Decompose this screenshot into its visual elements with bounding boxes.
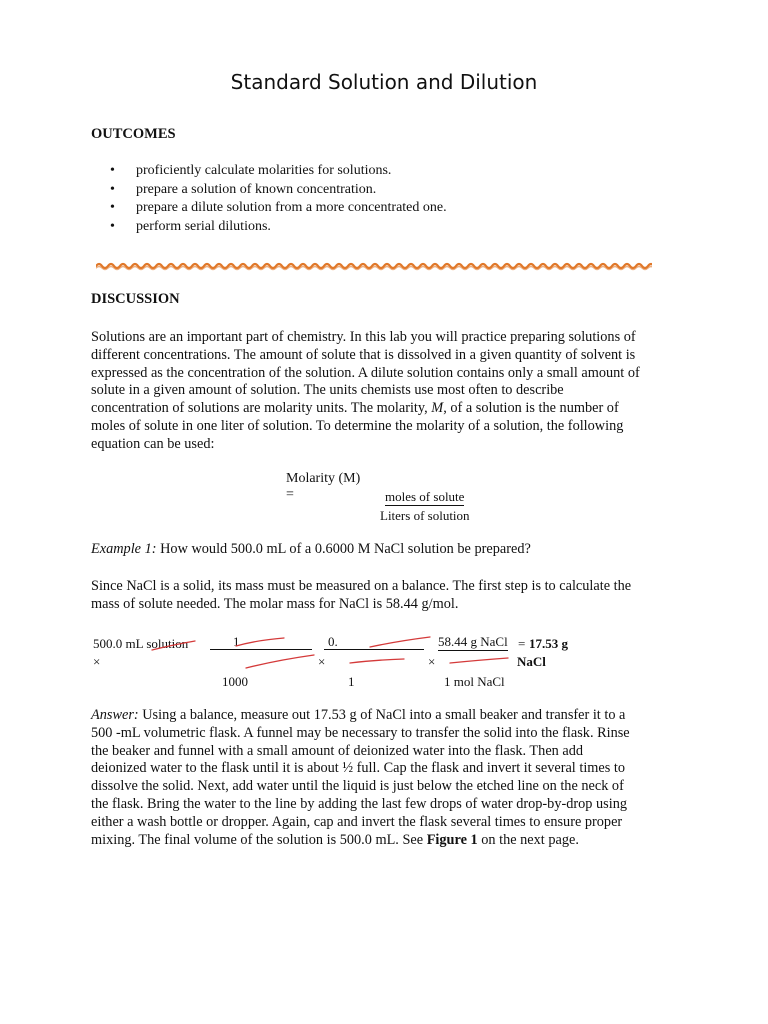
calc-den-1000: 1000 (222, 674, 248, 689)
figure-reference: Figure 1 (426, 831, 478, 848)
text-line: either a wash bottle or dropper. Again, cap and invert the flask several times to ensure proper (91, 813, 623, 830)
example-explanation (91, 578, 691, 614)
wavy-divider (96, 258, 652, 274)
text-line: Solutions are an important part of chemistry. In this lab you will practice preparing solutions of (91, 329, 636, 345)
text-line: equation can be used: (91, 435, 215, 452)
list-item (110, 218, 447, 237)
text-segment: mixing. The final volume of the solution is 500.0 mL. See (91, 831, 427, 848)
text-line: different concentrations. The amount of solute that is dissolved in a given quantity of solvent is (91, 346, 636, 363)
example-label: Example 1: (91, 541, 157, 557)
bullet-icon: • (110, 200, 115, 216)
text-segment: Using a balance, measure out 17.53 g of NaCl into a small beaker and transfer it to a (138, 707, 626, 723)
text-segment: , of a solution is the number of (443, 400, 619, 417)
text-segment: How would 500.0 mL of a 0.6000 M NaCl solution be prepared? (156, 541, 531, 557)
calc-result: 17.53 g (529, 636, 568, 651)
list-item (110, 181, 447, 200)
page-title: Standard Solution and Dilution (230, 70, 538, 94)
text-line (91, 541, 691, 559)
discussion-heading: DISCUSSION (91, 291, 180, 307)
text-line: deionized water to the flask until it is about ½ full. Cap the flask and invert it several times to (91, 760, 626, 777)
text-line (91, 707, 691, 725)
text-line: mass of solute needed. The molar mass for NaCl is 58.44 g/mol. (91, 595, 459, 612)
calc-num-molarity: 0. (328, 634, 338, 649)
calc-den-mol: 1 mol NaCl (444, 674, 505, 689)
formula-numerator: moles of solute (385, 489, 465, 504)
text-segment: concentration of solutions are molarity units. The molarity, (91, 400, 432, 417)
bullet-icon: • (110, 181, 115, 197)
calc-equals: = (518, 636, 526, 651)
strike-mark (450, 658, 508, 663)
text-line: the flask. Bring the water to the line by adding the last few drops of water drop-by-drop using (91, 795, 628, 812)
example-question (91, 541, 691, 559)
formula-equals: = (286, 487, 294, 502)
bullet-icon: • (110, 219, 115, 235)
text-line: the beaker and funnel with a small amount of deionized water into the flask. Then add (91, 742, 584, 759)
list-item (110, 162, 447, 181)
strike-mark (350, 659, 404, 663)
fraction-bar (324, 649, 424, 650)
outcome-text: prepare a solution of known concentration. (136, 181, 377, 197)
strike-mark (246, 655, 314, 668)
strike-mark (370, 637, 430, 647)
strike-mark (236, 638, 284, 646)
discussion-paragraph (91, 329, 691, 454)
text-line (91, 400, 691, 418)
fraction-bar (210, 649, 312, 650)
text-line: solute in a given amount of solution. The units chemists use most often to describe (91, 382, 564, 399)
outcome-text: proficiently calculate molarities for solutions. (136, 163, 392, 178)
text-line (91, 832, 691, 850)
list-item (110, 199, 447, 218)
formula-denominator: Liters of solution (380, 508, 470, 523)
calc-den-1: 1 (348, 674, 355, 689)
outcome-text: prepare a dilute solution from a more concentrated one. (136, 200, 447, 216)
text-line: 500 -mL volumetric flask. A funnel may be necessary to transfer the solid into the flask. Rinse (91, 724, 630, 741)
bullet-icon: • (110, 163, 115, 178)
text-segment: on the next page. (477, 831, 579, 848)
calc-times: × (428, 654, 436, 669)
text-line: moles of solute in one liter of solution. To determine the molarity of a solution, the following (91, 417, 624, 434)
text-line: Since NaCl is a solid, its mass must be measured on a balance. The first step is to calculate the (91, 578, 632, 594)
outcomes-heading: OUTCOMES (91, 126, 176, 142)
calc-times: × (318, 654, 326, 669)
formula-lhs: Molarity (M) (286, 471, 361, 486)
calc-result-unit: NaCl (517, 654, 546, 669)
outcome-text: perform serial dilutions. (136, 219, 271, 235)
outcomes-list (110, 162, 447, 237)
answer-paragraph (91, 707, 691, 849)
calc-times: × (93, 654, 101, 669)
calc-term-volume: 500.0 mL solution (93, 636, 189, 651)
molarity-symbol: M (431, 400, 444, 417)
calc-num-1: 1 (233, 634, 240, 649)
text-line: dissolve the solid. Next, add water until the liquid is just below the etched line on the neck of (91, 778, 624, 795)
answer-label: Answer: (91, 707, 139, 723)
calc-num-mass: 58.44 g NaCl (438, 634, 508, 649)
text-line: expressed as the concentration of the solution. A dilute solution contains only a small amount of (91, 364, 640, 381)
